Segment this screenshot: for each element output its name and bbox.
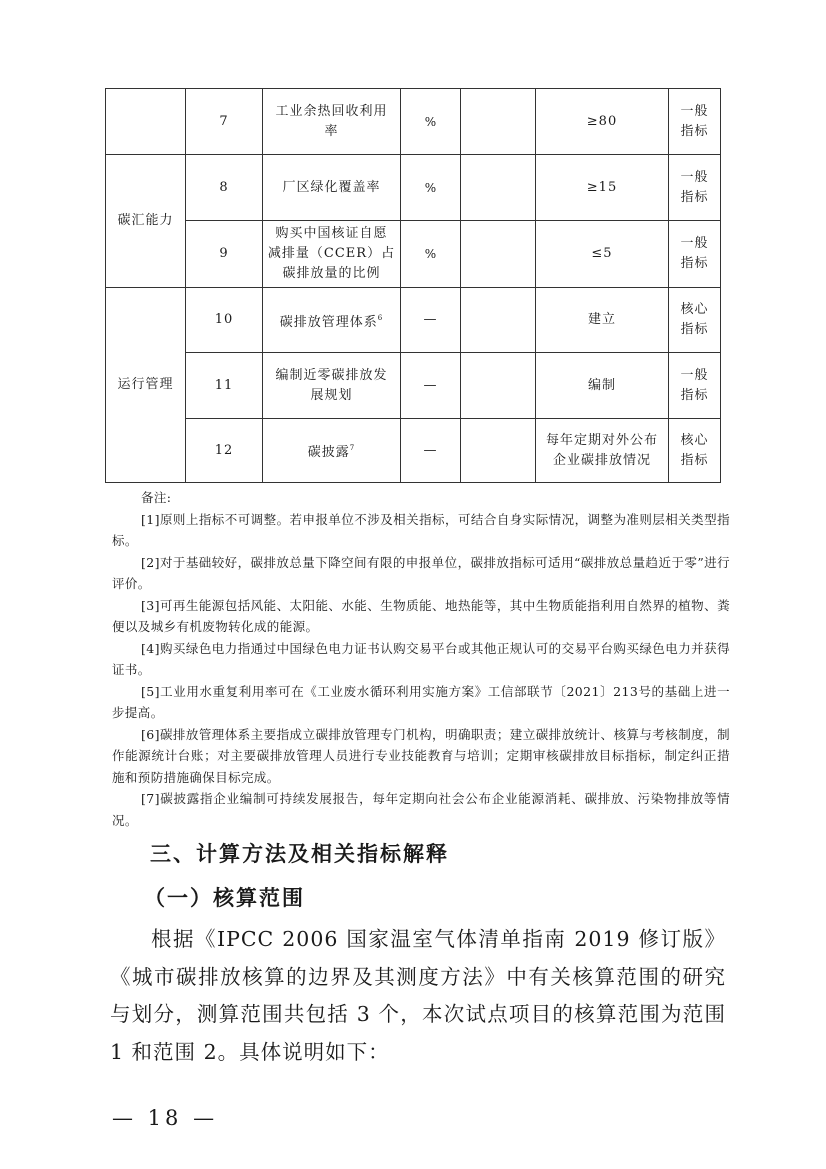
group-cell: 运行管理 (106, 288, 186, 483)
indicator-name-cell: 工业余热回收利用 率 (263, 89, 401, 155)
index-cell: 9 (186, 221, 263, 288)
blank-cell (461, 353, 536, 419)
note-item: [5]工业用水重复利用率可在《工业废水循环利用实施方案》工信部联节〔2021〕213号的基础上进一步提高。 (112, 683, 730, 720)
target-value-cell: 每年定期对外公布 企业碳排放情况 (536, 419, 669, 483)
table-row (106, 155, 721, 221)
indicator-table (105, 88, 721, 483)
section-heading: 三、计算方法及相关指标解释 (150, 842, 449, 866)
note-item: [4]购买绿色电力指通过中国绿色电力证书认购交易平台或其他正规认可的交易平台购买绿色电力并获得证书。 (112, 640, 730, 677)
blank-cell (461, 221, 536, 288)
table-row (106, 419, 721, 483)
note-item: [3]可再生能源包括风能、太阳能、水能、生物质能、地热能等，其中生物质能指利用自然界的植物、粪便以及城乡有机废物转化成的能源。 (112, 597, 730, 634)
unit-cell: % (401, 89, 461, 155)
unit-cell: — (401, 353, 461, 419)
notes-section (112, 487, 730, 831)
target-value-cell: ≥80 (536, 89, 669, 155)
blank-cell (461, 419, 536, 483)
group-cell: 碳汇能力 (106, 155, 186, 288)
indicator-name-cell: 购买中国核证自愿 减排量（CCER）占 碳排放量的比例 (263, 221, 401, 288)
index-cell: 8 (186, 155, 263, 221)
indicator-name-cell (263, 419, 401, 483)
table-row (106, 89, 721, 155)
table-row (106, 221, 721, 288)
note-item: [2]对于基础较好，碳排放总量下降空间有限的申报单位，碳排放指标可适用“碳排放总量趋近于零”进行评价。 (112, 554, 730, 591)
indicator-name-cell: 厂区绿化覆盖率 (263, 155, 401, 221)
group-cell (106, 89, 186, 155)
unit-cell: % (401, 221, 461, 288)
footnote-marker: 7 (349, 444, 356, 452)
subsection-heading: （一）核算范围 (144, 886, 305, 910)
indicator-type-cell: 一般 指标 (669, 353, 721, 419)
blank-cell (461, 155, 536, 221)
table-row (106, 353, 721, 419)
body-paragraph: 根据《IPCC 2006 国家温室气体清单指南 2019 修订版》《城市碳排放核算的边界及其测度方法》中有关核算范围的研究与划分，测算范围共包括 3 个，本次试点项目的核算范围为范围 1 和范围 2。具体说明如下： (110, 927, 726, 1064)
target-value-cell: 编制 (536, 353, 669, 419)
note-item: [6]碳排放管理体系主要指成立碳排放管理专门机构，明确职责；建立碳排放统计、核算与考核制度，制作能源统计台账；对主要碳排放管理人员进行专业技能教育与培训；定期审核碳排放目标指标，制定纠正措施和预防措施确保目标完成。 (112, 726, 730, 785)
index-cell: 12 (186, 419, 263, 483)
indicator-type-cell: 一般 指标 (669, 221, 721, 288)
note-item: [1]原则上指标不可调整。若申报单位不涉及相关指标，可结合自身实际情况，调整为准则层相关类型指标。 (112, 511, 730, 548)
unit-cell: — (401, 419, 461, 483)
indicator-type-cell: 一般 指标 (669, 89, 721, 155)
indicator-type-cell: 一般 指标 (669, 155, 721, 221)
indicator-name-text: 碳排放管理体系 (279, 314, 378, 330)
indicator-name-cell (263, 288, 401, 353)
indicator-type-cell: 核心 指标 (669, 288, 721, 353)
indicator-type-cell: 核心 指标 (669, 419, 721, 483)
footnote-marker: 6 (377, 313, 384, 322)
target-value-cell: ≤5 (536, 221, 669, 288)
unit-cell: % (401, 155, 461, 221)
page-number: — 18 — (112, 1106, 219, 1130)
index-cell: 7 (186, 89, 263, 155)
target-value-cell: ≥15 (536, 155, 669, 221)
blank-cell (461, 89, 536, 155)
index-cell: 10 (186, 288, 263, 353)
indicator-name-cell: 编制近零碳排放发 展规划 (263, 353, 401, 419)
notes-title: 备注: (141, 490, 172, 505)
blank-cell (461, 288, 536, 353)
note-item: [7]碳披露指企业编制可持续发展报告，每年定期向社会公布企业能源消耗、碳排放、污染物排放等情况。 (112, 791, 730, 828)
index-cell: 11 (186, 353, 263, 419)
table-row (106, 288, 721, 353)
unit-cell: — (401, 288, 461, 353)
target-value-cell: 建立 (536, 288, 669, 353)
indicator-name-text: 碳披露 (307, 445, 350, 460)
